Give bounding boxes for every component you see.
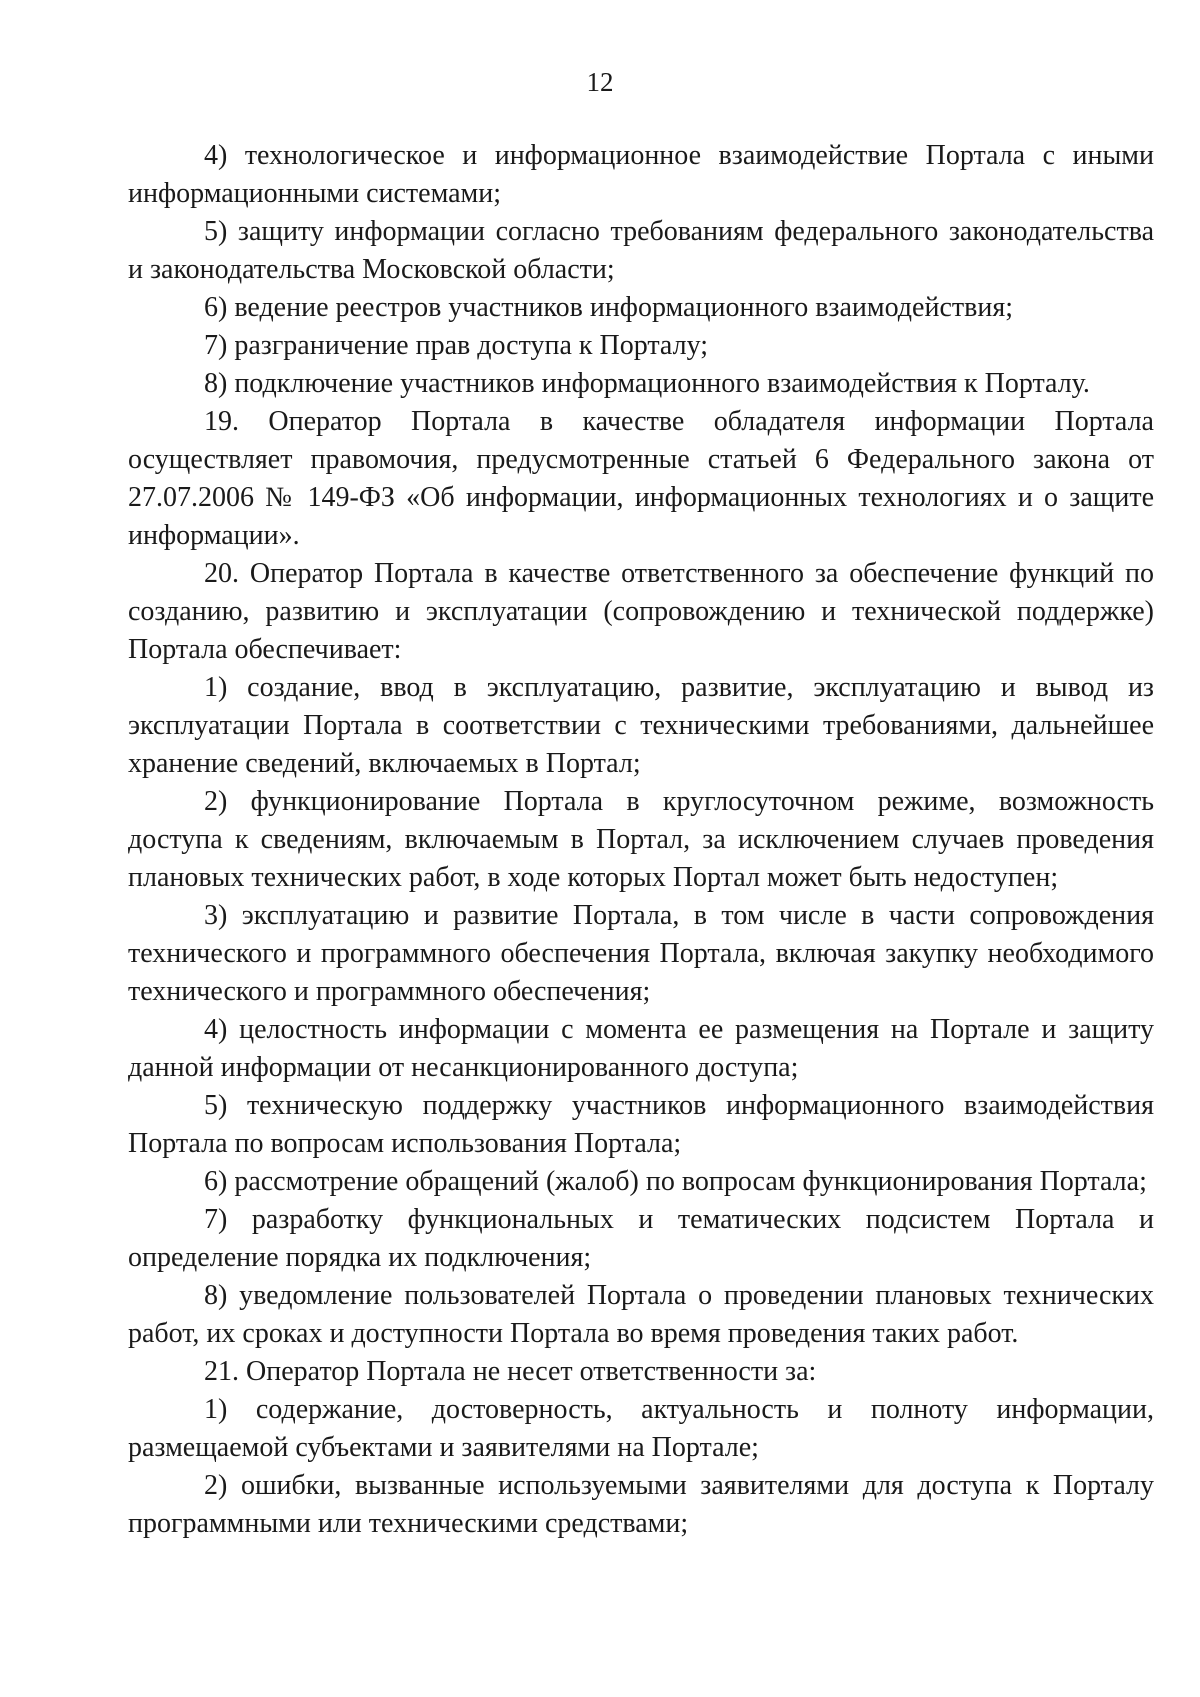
paragraph: 1) создание, ввод в эксплуатацию, развитие, эксплуатацию и вывод из эксплуатации Портала в соответствии с техническими требованиями, дальнейшее хранение сведений, включаемых в Портал; [128, 672, 1154, 779]
paragraph: 19. Оператор Портала в качестве обладателя информации Портала осуществляет правомочия, предусмотренные статьей 6 Федерального закона от 27.07.2006 № 149-ФЗ «Об информации, информационных технологиях и о защите информации». [128, 406, 1154, 551]
paragraph: 21. Оператор Портала не несет ответственности за: [204, 1356, 817, 1387]
paragraph: 6) рассмотрение обращений (жалоб) по вопросам функционирования Портала; [204, 1166, 1147, 1197]
paragraph: 20. Оператор Портала в качестве ответственного за обеспечение функций по созданию, развитию и эксплуатации (сопровождению и технической поддержке) Портала обеспечивает: [128, 558, 1154, 665]
paragraph: 4) технологическое и информационное взаимодействие Портала с иными информационными системами; [128, 140, 1154, 209]
page-number: 12 [586, 67, 614, 97]
paragraph: 1) содержание, достоверность, актуальность и полноту информации, размещаемой субъектами и заявителями на Портале; [128, 1394, 1154, 1463]
paragraph: 2) функционирование Портала в круглосуточном режиме, возможность доступа к сведениям, включаемым в Портал, за исключением случаев проведения плановых технических работ, в ходе которых Портал может быть недоступен; [128, 786, 1154, 893]
paragraph: 2) ошибки, вызванные используемыми заявителями для доступа к Порталу программными или техническими средствами; [128, 1470, 1154, 1539]
document-body [128, 137, 1154, 1543]
paragraph: 5) техническую поддержку участников информационного взаимодействия Портала по вопросам использования Портала; [128, 1090, 1154, 1159]
paragraph: 8) подключение участников информационного взаимодействия к Порталу. [204, 368, 1090, 399]
paragraph: 7) разработку функциональных и тематических подсистем Портала и определение порядка их подключения; [128, 1204, 1154, 1273]
paragraph: 8) уведомление пользователей Портала о проведении плановых технических работ, их сроках и доступности Портала во время проведения таких работ. [128, 1280, 1154, 1349]
paragraph: 5) защиту информации согласно требованиям федерального законодательства и законодательства Московской области; [128, 216, 1154, 285]
paragraph: 6) ведение реестров участников информационного взаимодействия; [204, 292, 1013, 323]
paragraph: 3) эксплуатацию и развитие Портала, в том числе в части сопровождения технического и программного обеспечения Портала, включая закупку необходимого технического и программного обеспечения; [128, 900, 1154, 1007]
paragraph: 7) разграничение прав доступа к Порталу; [204, 330, 708, 361]
paragraph: 4) целостность информации с момента ее размещения на Портале и защиту данной информации от несанкционированного доступа; [128, 1014, 1154, 1083]
